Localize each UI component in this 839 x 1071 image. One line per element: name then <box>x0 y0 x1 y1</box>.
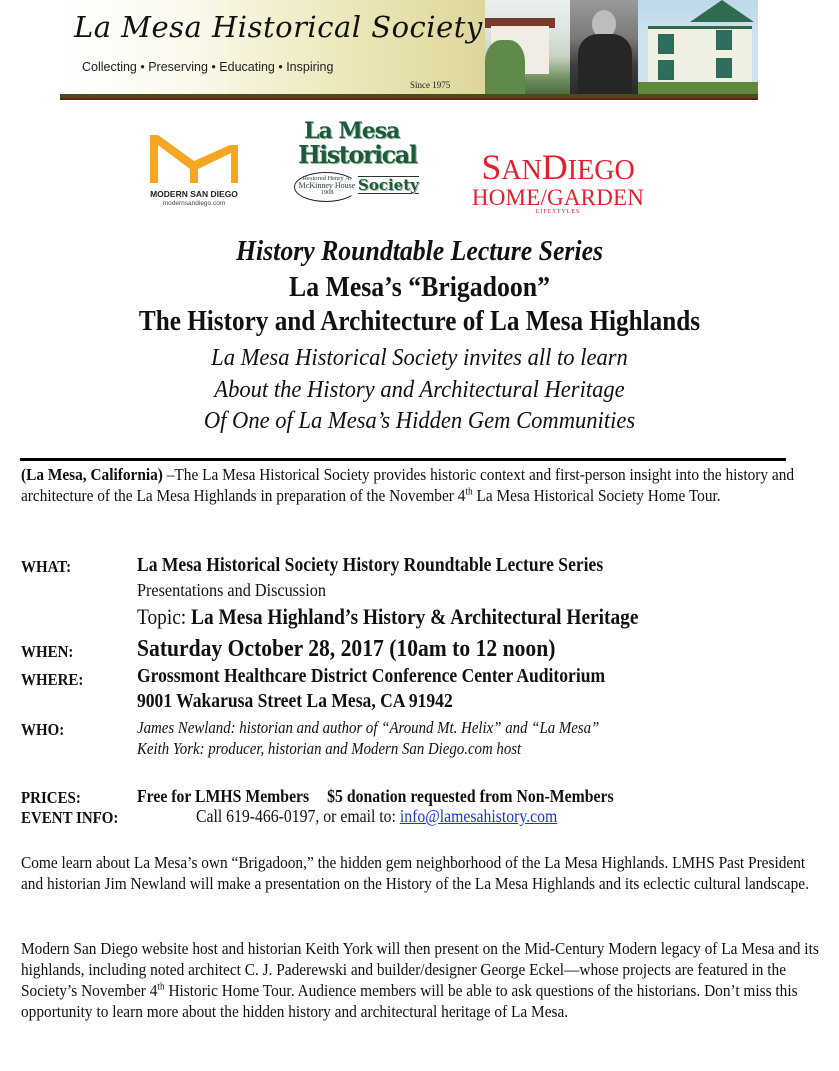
what-label: WHAT: <box>21 557 72 576</box>
lmhs-logo-line1: La Mesa <box>304 118 400 144</box>
what-line-1: La Mesa Historical Society History Roundtable Lecture Series <box>137 555 604 576</box>
historic-portrait-photo <box>570 0 638 94</box>
what-line-2: Presentations and Discussion <box>137 580 326 600</box>
who-speaker-2: Keith York: producer, historian and Modern San Diego.com host <box>137 739 522 758</box>
invitation-line-3: Of One of La Mesa’s Hidden Gem Communities <box>203 408 636 434</box>
org-name-script: La Mesa Historical Society <box>74 10 483 44</box>
description-paragraph-1: Come learn about La Mesa’s own “Brigadoon,” the hidden gem neighborhood of the La Mesa Highlands. LMHS Past President and historian Jim Newland will make a presentation on the History of the La Mesa Highlands and its eclectic cultural landscape. <box>21 853 809 893</box>
modern-san-diego-name: MODERN SAN DIEGO <box>150 189 238 199</box>
section-divider <box>20 458 786 461</box>
modern-san-diego-m-icon <box>150 135 238 183</box>
spanish-house-photo <box>485 0 570 94</box>
when-value: Saturday October 28, 2017 (10am to 12 noon) <box>137 636 556 662</box>
banner-title-panel <box>60 0 485 94</box>
intro-paragraph: (La Mesa, California) –The La Mesa Historical Society provides historic context and first-person insight into the history and architecture of the La Mesa Highlands in preparation of the November 4th La Mesa Historical Society Home Tour. <box>21 465 795 505</box>
org-tagline: Collecting • Preserving • Educating • Inspiring <box>82 60 334 74</box>
lmhs-logo-line2: Historical <box>298 140 417 169</box>
series-title: History Roundtable Lecture Series <box>235 236 604 267</box>
what-topic: Topic: La Mesa Highland’s History & Architectural Heritage <box>137 604 639 629</box>
where-label: WHERE: <box>21 670 84 689</box>
modern-san-diego-logo <box>148 135 240 213</box>
san-diego-home-garden-logo <box>456 147 660 216</box>
sdhg-title: SANDIEGO <box>481 147 635 187</box>
sdhg-lifestyles: LIFESTYLES <box>535 209 581 215</box>
prices-label: PRICES: <box>21 788 81 807</box>
prices-value: Free for LMHS Members $5 donation requested from Non-Members <box>137 786 614 806</box>
where-venue: Grossmont Healthcare District Conference Center Auditorium <box>137 666 606 687</box>
banner-divider-accent <box>60 98 758 100</box>
event-title: La Mesa’s “Brigadoon” <box>289 272 550 303</box>
event-info-label: EVENT INFO: <box>21 808 119 827</box>
event-info-value: Call 619-466-0197, or email to: info@lamesahistory.com <box>196 806 558 826</box>
sdhg-subtitle: HOME/GARDEN <box>471 185 645 210</box>
who-label: WHO: <box>21 720 65 739</box>
who-speaker-1: James Newland: historian and author of “Around Mt. Helix” and “La Mesa” <box>137 718 600 737</box>
invitation-line-1: La Mesa Historical Society invites all to learn <box>211 345 628 371</box>
when-label: WHEN: <box>21 642 74 661</box>
where-address: 9001 Wakarusa Street La Mesa, CA 91942 <box>137 691 453 712</box>
invitation-line-2: About the History and Architectural Heritage <box>214 377 625 403</box>
banner-photos <box>485 0 758 94</box>
email-link[interactable]: info@lamesahistory.com <box>399 806 558 826</box>
header-banner <box>60 0 758 100</box>
lmhs-logo-line3: Society <box>358 176 419 194</box>
modern-san-diego-url: modernsandiego.com <box>162 200 226 207</box>
mckinney-house-photo <box>638 0 758 94</box>
since-year: Since 1975 <box>410 80 451 90</box>
description-paragraph-2: Modern San Diego website host and historian Keith York will then present on the Mid-Century Modern legacy of La Mesa and its highlands, including noted architect C. J. Paderewski and builder/designer George Eckel—whose projects are featured in the Society’s November 4th Historic Home Tour. Audience members will be able to ask questions of the historians. Don’t miss this opportunity to learn more about the hidden history and architectural heritage of La Mesa. <box>21 939 819 1021</box>
lmhs-oval-text: Restored Henry A. McKinney House 1908 <box>298 175 356 196</box>
event-subtitle: The History and Architecture of La Mesa Highlands <box>138 306 701 337</box>
dateline: (La Mesa, California) <box>21 465 163 484</box>
lmhs-logo <box>292 118 434 206</box>
